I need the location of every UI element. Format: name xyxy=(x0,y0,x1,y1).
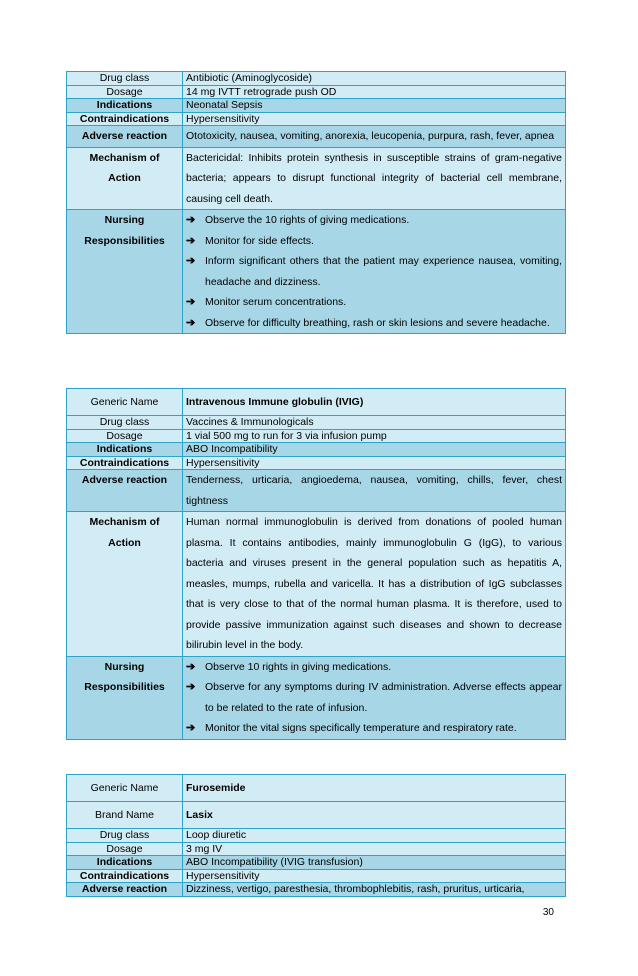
table-row xyxy=(67,112,566,126)
arrow-right-icon: ➔ xyxy=(186,234,196,247)
indications-value: Neonatal Sepsis xyxy=(183,99,566,113)
generic-name-label: Generic Name xyxy=(67,775,183,802)
table-row xyxy=(67,802,566,829)
dosage-value: 1 vial 500 mg to run for 3 via infusion pump xyxy=(183,429,566,443)
contraindications-label: Contraindications xyxy=(67,112,183,126)
generic-name-value: Intravenous Immune globulin (IVIG) xyxy=(183,389,566,416)
dosage-label: Dosage xyxy=(67,85,183,99)
dosage-value: 3 mg IV xyxy=(183,842,566,856)
drug-class-value: Loop diuretic xyxy=(183,829,566,843)
mechanism-value: Bactericidal: Inhibits protein synthesis in susceptible strains of gram-negative bacteria; appears to disrupt functional integrity of bacterial cell membrane, causing cell death. xyxy=(183,147,566,210)
list-item xyxy=(186,231,562,252)
indications-value: ABO Incompatibility xyxy=(183,443,566,457)
nursing-label xyxy=(67,210,183,334)
table-row xyxy=(67,512,566,657)
table-row xyxy=(67,210,566,334)
list-item-text: Monitor the vital signs specifically temperature and respiratory rate. xyxy=(205,722,517,734)
table-row xyxy=(67,856,566,870)
arrow-right-icon: ➔ xyxy=(186,660,196,673)
table-row xyxy=(67,416,566,430)
drug-table-3 xyxy=(66,774,566,897)
drug-table-1 xyxy=(66,71,566,334)
nursing-label xyxy=(67,656,183,739)
drug-class-value: Vaccines & Immunologicals xyxy=(183,416,566,430)
table-row xyxy=(67,429,566,443)
mechanism-label xyxy=(67,147,183,210)
indications-value: ABO Incompatibility (IVIG transfusion) xyxy=(183,856,566,870)
arrow-right-icon: ➔ xyxy=(186,722,196,734)
table-row xyxy=(67,126,566,148)
table-row xyxy=(67,883,566,897)
arrow-right-icon: ➔ xyxy=(186,681,196,693)
mechanism-value: Human normal immunoglobulin is derived from donations of pooled human plasma. It contains antibodies, mainly immunoglobulin G (IgG), to various bacteria and viruses present in the general population such as hepatitis A, measles, mumps, rubella and varicella. It has a distribution of IgG subclasses that is very close to that of the normal human plasma. It is therefore, used to provide passive immunization against such diseases and shown to decrease bilirubin level in the body. xyxy=(183,512,566,657)
list-item xyxy=(186,251,562,292)
mechanism-label-text: Mechanism of Action xyxy=(89,516,160,549)
nursing-label-text: Nursing Responsibilities xyxy=(84,660,165,693)
mechanism-label xyxy=(67,512,183,657)
arrow-right-icon: ➔ xyxy=(186,214,196,226)
adverse-reaction-label: Adverse reaction xyxy=(67,470,183,512)
table-row xyxy=(67,829,566,843)
arrow-right-icon: ➔ xyxy=(186,296,196,308)
table-row xyxy=(67,470,566,512)
list-item-text: Observe the 10 rights of giving medications. xyxy=(205,214,410,226)
table-row xyxy=(67,85,566,99)
drug-class-label: Drug class xyxy=(67,72,183,86)
table-row xyxy=(67,147,566,210)
drug-class-value: Antibiotic (Aminoglycoside) xyxy=(183,72,566,86)
nursing-list xyxy=(186,210,562,333)
contraindications-value: Hypersensitivity xyxy=(183,456,566,470)
indications-label: Indications xyxy=(67,856,183,870)
drug-class-label: Drug class xyxy=(67,829,183,843)
list-item xyxy=(186,313,562,334)
page-number: 30 xyxy=(542,907,554,918)
brand-name-value: Lasix xyxy=(183,802,566,829)
contraindications-label: Contraindications xyxy=(67,869,183,883)
contraindications-value: Hypersensitivity xyxy=(183,112,566,126)
mechanism-label-text: Mechanism of Action xyxy=(89,151,160,184)
table-row xyxy=(67,456,566,470)
list-item xyxy=(186,677,562,718)
nursing-value xyxy=(183,656,566,739)
nursing-label-text: Nursing Responsibilities xyxy=(84,214,165,247)
list-item-text: Monitor for side effects. xyxy=(205,234,314,247)
table-row xyxy=(67,775,566,802)
table-row xyxy=(67,99,566,113)
table-row xyxy=(67,72,566,86)
list-item-text: Observe 10 rights in giving medications. xyxy=(205,660,392,673)
drug-table-2 xyxy=(66,388,566,740)
list-item-text: Observe for difficulty breathing, rash or skin lesions and severe headache. xyxy=(205,316,550,329)
list-item-text: Inform significant others that the patient may experience nausea, vomiting, headache and dizziness. xyxy=(205,255,562,288)
indications-label: Indications xyxy=(67,99,183,113)
dosage-label: Dosage xyxy=(67,842,183,856)
list-item xyxy=(186,657,562,678)
table-row xyxy=(67,656,566,739)
contraindications-label: Contraindications xyxy=(67,456,183,470)
arrow-right-icon: ➔ xyxy=(186,255,196,267)
dosage-label: Dosage xyxy=(67,429,183,443)
list-item xyxy=(186,292,562,313)
table-row xyxy=(67,443,566,457)
nursing-list xyxy=(186,657,562,739)
brand-name-label: Brand Name xyxy=(67,802,183,829)
adverse-reaction-value: Tenderness, urticaria, angioedema, nausea, vomiting, chills, fever, chest tightness xyxy=(183,470,566,512)
table-row xyxy=(67,389,566,416)
adverse-reaction-value: Dizziness, vertigo, paresthesia, thrombophlebitis, rash, pruritus, urticaria, xyxy=(183,883,566,897)
adverse-reaction-value: Ototoxicity, nausea, vomiting, anorexia, leucopenia, purpura, rash, fever, apnea xyxy=(183,126,566,148)
list-item xyxy=(186,210,562,231)
generic-name-value: Furosemide xyxy=(183,775,566,802)
nursing-value xyxy=(183,210,566,334)
indications-label: Indications xyxy=(67,443,183,457)
generic-name-label: Generic Name xyxy=(67,389,183,416)
adverse-reaction-label: Adverse reaction xyxy=(67,883,183,897)
list-item-text: Monitor serum concentrations. xyxy=(205,296,347,308)
contraindications-value: Hypersensitivity xyxy=(183,869,566,883)
adverse-reaction-label: Adverse reaction xyxy=(67,126,183,148)
table-row xyxy=(67,869,566,883)
table-row xyxy=(67,842,566,856)
arrow-right-icon: ➔ xyxy=(186,316,196,329)
list-item-text: Observe for any symptoms during IV administration. Adverse effects appear to be related to the rate of infusion. xyxy=(205,681,562,714)
drug-class-label: Drug class xyxy=(67,416,183,430)
dosage-value: 14 mg IVTT retrograde push OD xyxy=(183,85,566,99)
list-item xyxy=(186,718,562,739)
